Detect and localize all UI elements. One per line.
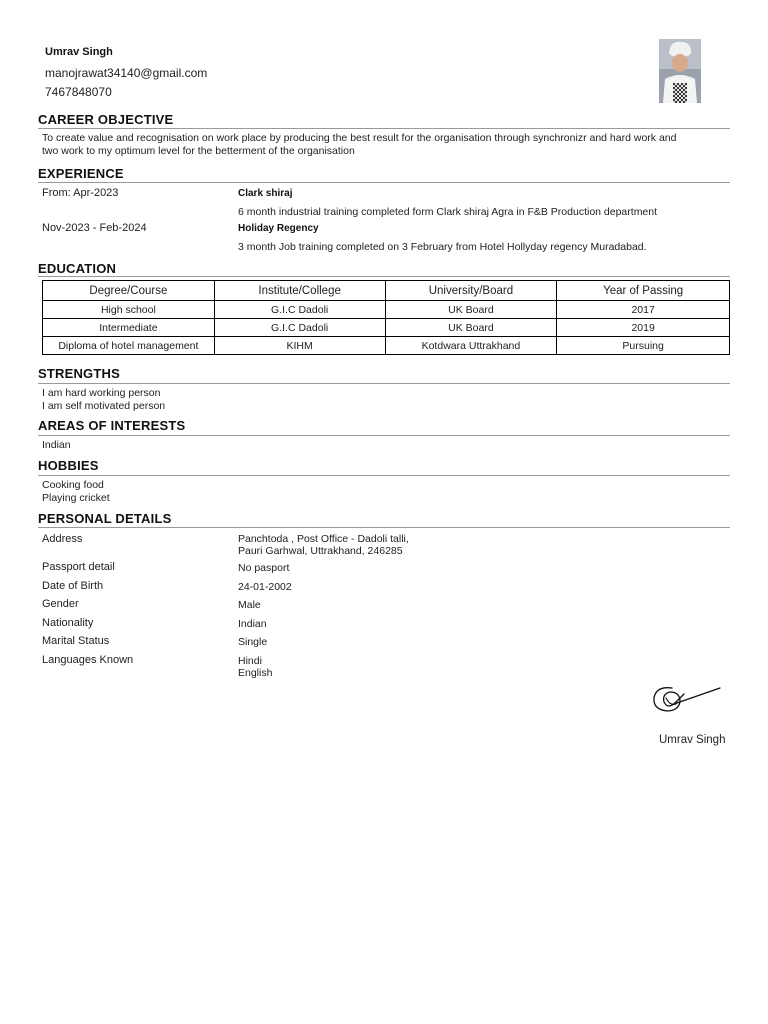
dob-value: 24-01-2002 bbox=[238, 581, 292, 593]
experience-company: Clark shiraj bbox=[238, 188, 293, 199]
table-cell: KIHM bbox=[214, 337, 385, 355]
gender-label: Gender bbox=[42, 598, 79, 610]
personal-details-heading: PERSONAL DETAILS bbox=[38, 511, 172, 526]
table-row bbox=[43, 319, 730, 337]
gender-value: Male bbox=[238, 599, 261, 611]
table-row bbox=[43, 337, 730, 355]
interest-item: Indian bbox=[42, 439, 71, 451]
experience-period: From: Apr-2023 bbox=[42, 187, 119, 199]
marital-status-label: Marital Status bbox=[42, 635, 110, 647]
education-table bbox=[42, 280, 730, 355]
strength-item: I am hard working person bbox=[42, 387, 161, 399]
dob-label: Date of Birth bbox=[42, 580, 104, 592]
table-cell: G.I.C Dadoli bbox=[214, 301, 385, 319]
section-divider bbox=[38, 276, 730, 277]
table-cell: High school bbox=[43, 301, 215, 319]
address-line-2: Pauri Garhwal, Uttrakhand, 246285 bbox=[238, 545, 403, 557]
signature-name: Umrav Singh bbox=[659, 734, 726, 746]
strengths-heading: STRENGTHS bbox=[38, 366, 120, 381]
section-divider bbox=[38, 128, 730, 129]
marital-status-value: Single bbox=[238, 636, 268, 648]
table-cell: Diploma of hotel management bbox=[43, 337, 215, 355]
table-cell: Kotdwara Uttrakhand bbox=[385, 337, 557, 355]
candidate-name: Umrav Singh bbox=[45, 46, 113, 58]
experience-period: Nov-2023 - Feb-2024 bbox=[42, 222, 147, 234]
interests-heading: AREAS OF INTERESTS bbox=[38, 418, 186, 433]
nationality-label: Nationality bbox=[42, 617, 94, 629]
address-label: Address bbox=[42, 533, 83, 545]
column-header: University/Board bbox=[385, 281, 557, 301]
signature-image bbox=[650, 680, 724, 718]
table-cell: UK Board bbox=[385, 319, 557, 337]
experience-company: Holiday Regency bbox=[238, 223, 319, 234]
language-item: Hindi bbox=[238, 655, 262, 667]
hobby-item: Playing cricket bbox=[42, 492, 110, 504]
objective-line-1: To create value and recognisation on work place by producing the best result for the organisation through synchronizr and hard work and bbox=[42, 132, 677, 144]
education-heading: EDUCATION bbox=[38, 261, 117, 276]
column-header: Year of Passing bbox=[557, 281, 730, 301]
passport-label: Passport detail bbox=[42, 561, 115, 573]
profile-photo bbox=[659, 39, 701, 103]
experience-heading: EXPERIENCE bbox=[38, 166, 124, 181]
section-divider bbox=[38, 182, 730, 183]
hobbies-heading: HOBBIES bbox=[38, 458, 99, 473]
table-header-row bbox=[43, 281, 730, 301]
table-row bbox=[43, 301, 730, 319]
objective-line-2: two work to my optimum level for the betterment of the organisation bbox=[42, 145, 355, 157]
section-divider bbox=[38, 383, 730, 384]
strength-item: I am self motivated person bbox=[42, 400, 166, 412]
section-divider bbox=[38, 435, 730, 436]
email-text: manojrawat34140@gmail.com bbox=[45, 66, 208, 80]
passport-value: No pasport bbox=[238, 562, 290, 574]
table-cell: Pursuing bbox=[557, 337, 730, 355]
language-item: English bbox=[238, 667, 273, 679]
column-header: Degree/Course bbox=[43, 281, 215, 301]
address-line-1: Panchtoda , Post Office - Dadoli talli, bbox=[238, 533, 409, 545]
nationality-value: Indian bbox=[238, 618, 267, 630]
table-cell: UK Board bbox=[385, 301, 557, 319]
phone-text: 7467848070 bbox=[45, 85, 112, 99]
section-divider bbox=[38, 475, 730, 476]
table-cell: 2017 bbox=[557, 301, 730, 319]
table-cell: G.I.C Dadoli bbox=[214, 319, 385, 337]
languages-label: Languages Known bbox=[42, 654, 134, 666]
career-objective-heading: CAREER OBJECTIVE bbox=[38, 112, 174, 127]
hobby-item: Cooking food bbox=[42, 479, 104, 491]
column-header: Institute/College bbox=[214, 281, 385, 301]
section-divider bbox=[38, 527, 730, 528]
table-cell: Intermediate bbox=[43, 319, 215, 337]
table-cell: 2019 bbox=[557, 319, 730, 337]
experience-description: 3 month Job training completed on 3 February from Hotel Hollyday regency Muradabad. bbox=[238, 241, 647, 253]
experience-description: 6 month industrial training completed form Clark shiraj Agra in F&B Production department bbox=[238, 206, 658, 218]
